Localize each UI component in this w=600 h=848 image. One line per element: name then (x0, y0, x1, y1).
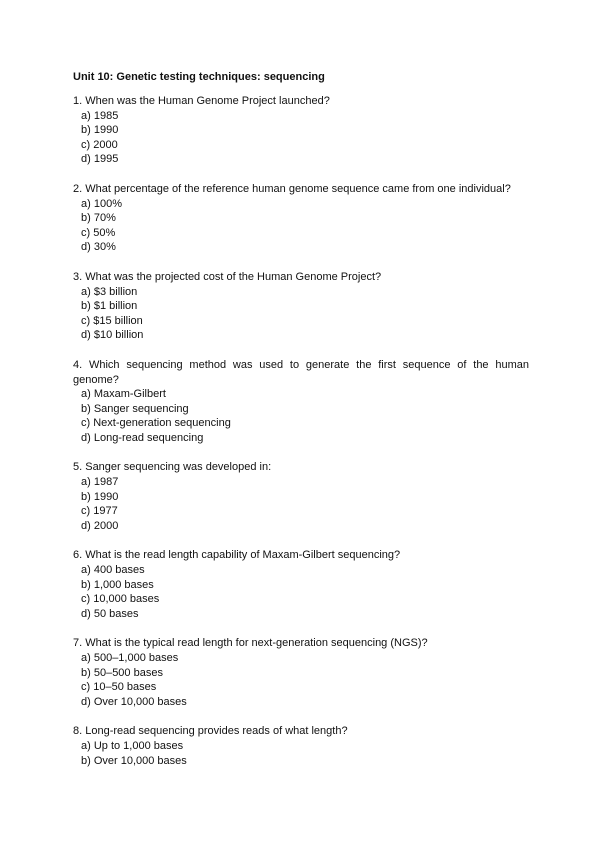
option-b: b) Sanger sequencing (81, 402, 189, 415)
option-a: a) Maxam-Gilbert (81, 388, 166, 401)
question-6 (73, 548, 529, 621)
question-2 (73, 182, 529, 255)
question-3 (73, 270, 529, 343)
option-c: c) Next-generation sequencing (81, 417, 231, 430)
options-list (73, 285, 529, 343)
options-list (73, 651, 529, 709)
option-b: b) 1990 (81, 124, 119, 137)
document-title: Unit 10: Genetic testing techniques: sequencing (73, 71, 325, 83)
option-d: d) $10 billion (81, 329, 144, 342)
options-list (73, 387, 529, 445)
option-c: c) 10,000 bases (81, 593, 160, 606)
option-d: d) 30% (81, 241, 116, 254)
option-c: c) 1977 (81, 505, 118, 518)
option-b: b) 1990 (81, 490, 119, 503)
option-a: a) $3 billion (81, 285, 138, 298)
option-b: b) Over 10,000 bases (81, 754, 187, 767)
option-b: b) 1,000 bases (81, 578, 154, 591)
document-page (73, 70, 529, 783)
question-8 (73, 724, 529, 768)
option-d: d) Long-read sequencing (81, 431, 204, 444)
option-a: a) Up to 1,000 bases (81, 739, 184, 752)
options-list (73, 475, 529, 533)
option-d: d) 50 bases (81, 607, 139, 620)
options-list (73, 563, 529, 621)
option-a: a) 1985 (81, 109, 119, 122)
option-a: a) 500–1,000 bases (81, 652, 179, 664)
option-b: b) $1 billion (81, 300, 138, 313)
options-list (73, 739, 529, 768)
option-a: a) 100% (81, 197, 122, 210)
question-text: 5. Sanger sequencing was developed in: (73, 461, 272, 474)
question-1 (73, 94, 529, 167)
option-b: b) 70% (81, 212, 116, 225)
question-text: 3. What was the projected cost of the Human Genome Project? (73, 270, 382, 283)
question-text: 4. Which sequencing method was used to generate the first sequence of the human genome? (73, 358, 529, 386)
question-text: 8. Long-read sequencing provides reads of what length? (73, 725, 348, 738)
option-d: d) Over 10,000 bases (81, 695, 187, 708)
option-c: c) 50% (81, 226, 116, 239)
options-list (73, 197, 529, 255)
question-7 (73, 636, 529, 709)
question-text: 7. What is the typical read length for next-generation sequencing (NGS)? (73, 637, 428, 650)
option-c: c) 10–50 bases (81, 681, 157, 694)
question-5 (73, 460, 529, 533)
question-text: 1. When was the Human Genome Project launched? (73, 95, 330, 107)
option-d: d) 2000 (81, 519, 119, 532)
option-a: a) 400 bases (81, 564, 145, 577)
question-text: 6. What is the read length capability of Maxam-Gilbert sequencing? (73, 549, 401, 562)
option-d: d) 1995 (81, 153, 119, 166)
options-list (73, 109, 529, 167)
option-c: c) 2000 (81, 138, 118, 151)
question-4 (73, 358, 529, 446)
question-text: 2. What percentage of the reference human genome sequence came from one individual? (73, 182, 511, 195)
option-a: a) 1987 (81, 476, 119, 489)
option-b: b) 50–500 bases (81, 666, 163, 679)
option-c: c) $15 billion (81, 314, 143, 327)
